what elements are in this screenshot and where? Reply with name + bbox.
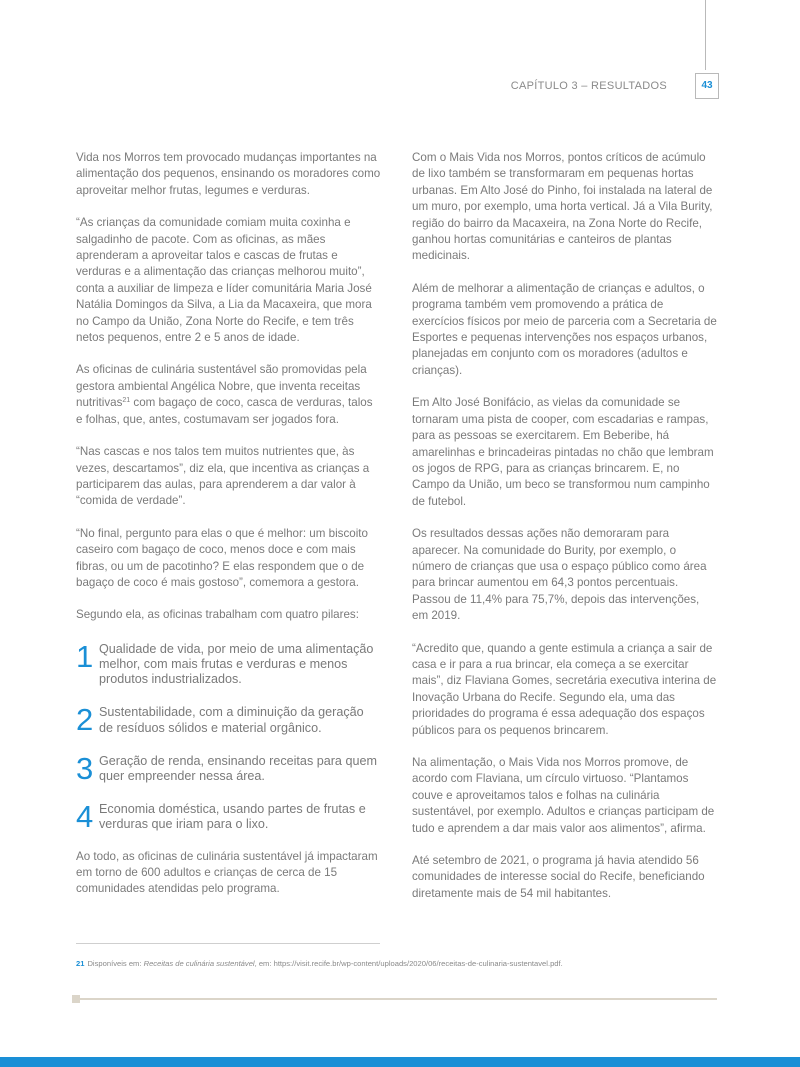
header-vertical-rule	[705, 0, 706, 70]
paragraph: Os resultados dessas ações não demoraram para aparecer. Na comunidade do Burity, por exemplo, o número de crianças que usa o espaço público como área para brincar aumentou em 64,3 pontos percentuais. Passou de 11,4% para 75,7%, depois das intervenções, em 2019.	[412, 527, 707, 623]
paragraph: Até setembro de 2021, o programa já havia atendido 56 comunidades de interesse social do Recife, beneficiando diretamente mais de 54 mil habitantes.	[412, 854, 705, 900]
paragraph-text: com bagaço de coco, casca de verduras, talos e folhas, que, antes, costumavam ser jogados fora.	[76, 396, 373, 426]
pillar-number: 4	[76, 799, 94, 835]
paragraph: Segundo ela, as oficinas trabalham com quatro pilares:	[76, 608, 359, 622]
paragraph-text: As oficinas de culinária sustentável são promovidas pela gestora ambiental Angélica Nobre, que inventa receitas nutritivas	[76, 363, 367, 410]
paragraph: Além de melhorar a alimentação de crianças e adultos, o programa também vem promovendo a prática de exercícios físicos por meio de parceria com a Secretaria de Esportes e pequenas intervenções nos espaços urbanos, planejadas em conjunto com os moradores (adultos e crianças).	[412, 281, 717, 377]
pillar-item	[76, 702, 381, 738]
footer-rule	[80, 998, 717, 1000]
paragraph: “No final, pergunto para elas o que é melhor: um biscoito caseiro com bagaço de coco, menos doce e com mais fibras, ou um de pacotinho? E elas respondem que o de bagaço de coco é mais gostoso”, comemora a gestora.	[76, 526, 368, 589]
pillar-item	[76, 752, 381, 784]
chapter-title: CAPÍTULO 3 – RESULTADOS	[510, 80, 667, 92]
pillar-item	[76, 799, 381, 835]
footnote-url[interactable]: , em: https://visit.recife.br/wp-content/uploads/2020/06/receitas-de-culinaria-sustentavel.pdf.	[254, 959, 563, 968]
pillar-number: 1	[76, 638, 94, 674]
right-column	[412, 150, 717, 918]
footnote-title: Receitas de culinária sustentável	[143, 959, 255, 968]
footnote-prefix: Disponíveis em:	[87, 959, 144, 968]
pillar-text: Qualidade de vida, por meio de uma alimentação melhor, com mais frutas e verduras e menos produtos industrializados.	[99, 641, 374, 687]
pillar-text: Economia doméstica, usando partes de frutas e verduras que iriam para o lixo.	[99, 802, 366, 832]
pillar-item	[76, 640, 381, 688]
paragraph: Na alimentação, o Mais Vida nos Morros promove, de acordo com Flaviana, um círculo virtuoso. “Plantamos couve e aproveitamos talos e folhas na culinária sustentável, por exemplo. Adultos e crianças participam de tudo e aprendem a dar mais valor aos alimentos”, afirma.	[412, 756, 715, 835]
pillar-number: 2	[76, 702, 94, 738]
footnote-reference[interactable]: 21	[122, 397, 131, 405]
paragraph: Vida nos Morros tem provocado mudanças importantes na alimentação dos pequenos, ensinando os moradores como aproveitar melhor frutas, legumes e verduras.	[76, 151, 381, 197]
footnote	[76, 959, 563, 968]
pillar-number: 3	[76, 750, 94, 786]
page-number: 43	[695, 73, 719, 99]
paragraph: Com o Mais Vida nos Morros, pontos críticos de acúmulo de lixo também se transformaram em pequenas hortas urbanas. Em Alto José do Pinho, foi instalada na lateral de um muro, por exemplo, uma horta vertical. Já a Vila Burity, região do bairro da Macaxeira, na Zona Norte do Recife, ganhou hortas comunitárias e canteiros de plantas medicinais.	[412, 151, 713, 263]
left-column	[76, 150, 381, 914]
paragraph: “Nas cascas e nos talos tem muitos nutrientes que, às vezes, descartamos”, diz ela, que incentiva as crianças a participarem das aulas, para aprenderem a dar valor à “comida de verdade”.	[76, 445, 370, 508]
footnote-number: 21	[76, 959, 85, 968]
paragraph: Ao todo, as oficinas de culinária sustentável já impactaram em torno de 600 adultos e crianças de cerca de 15 comunidades atendidas pelo programa.	[76, 849, 378, 896]
pillar-text: Geração de renda, ensinando receitas para quem quer empreender nessa área.	[99, 753, 377, 783]
bottom-accent-bar	[0, 1057, 800, 1067]
paragraph: “As crianças da comunidade comiam muita coxinha e salgadinho de pacote. Com as oficinas, as mães aprenderam a aproveitar talos e cascas de frutas e verduras e a alimentação das crianças melhorou muito”, conta a auxiliar de limpeza e líder comunitária Maria José Natália Domingos da Silva, a Lia da Macaxeira, que mora no Campo da União, Zona Norte do Recife, e tem três netos pequenos, entre 2 e 5 anos de idade.	[76, 216, 372, 345]
paragraph: Em Alto José Bonifácio, as vielas da comunidade se tornaram uma pista de cooper, com escadarias e rampas, para as pessoas se exercitarem. Em Beberibe, há amarelinhas e brincadeiras pintadas no chão que lembram os jogos de RPG, para as crianças brincarem. E, no Campo da União, um beco se transformou num campinho de futebol.	[412, 396, 714, 508]
footer-square-marker	[72, 995, 80, 1003]
paragraph: “Acredito que, quando a gente estimula a criança a sair de casa e ir para a rua brincar, ela começa a se exercitar mais”, diz Flaviana Gomes, secretária executiva interina de Inovação Urbana do Recife. Segundo ela, uma das prioridades do programa é essa adequação dos espaços públicos para os pequenos brincarem.	[412, 641, 717, 737]
footnote-divider	[76, 943, 380, 944]
paragraph	[76, 362, 381, 428]
pillar-text: Sustentabilidade, com a diminuição da geração de resíduos sólidos e material orgânico.	[99, 705, 364, 735]
